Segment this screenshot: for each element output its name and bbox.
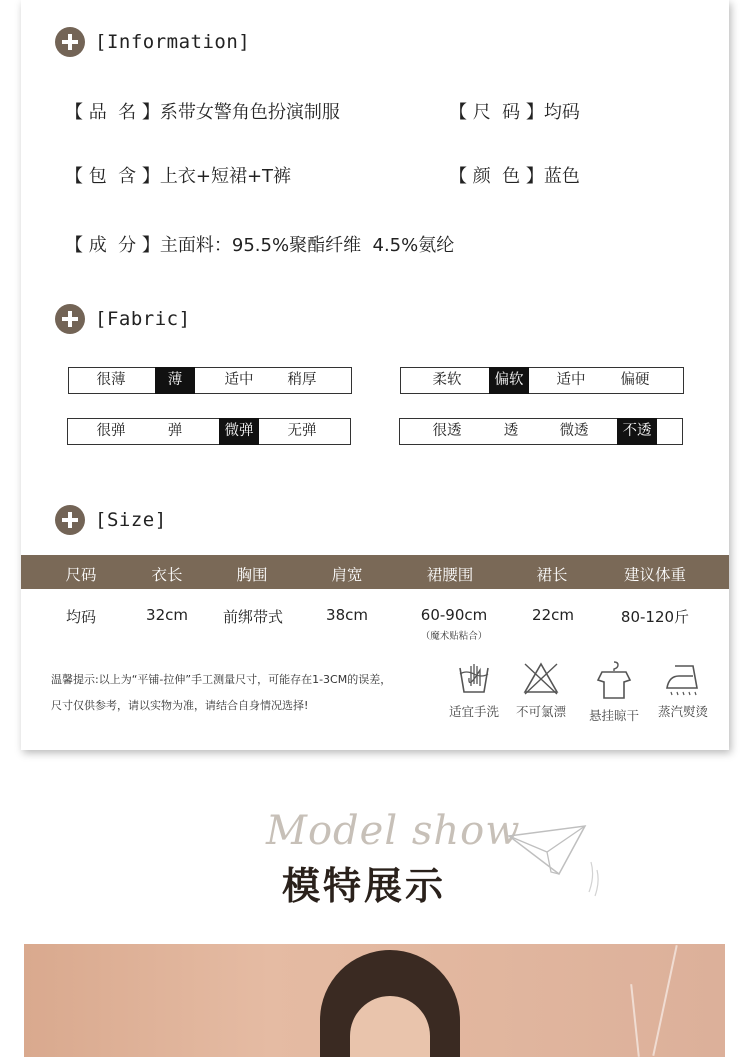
fabric-softness-scale bbox=[400, 367, 684, 394]
info-size: 【 尺 码 】均码 bbox=[449, 102, 580, 123]
plus-icon bbox=[55, 505, 85, 535]
no-bleach-icon bbox=[521, 660, 561, 696]
fabric-option: 适中 bbox=[556, 372, 586, 388]
fabric-option: 偏硬 bbox=[620, 372, 650, 388]
size-col-header: 裙腰围 bbox=[426, 566, 474, 584]
sparkle-strand bbox=[630, 984, 640, 1057]
size-col-header: 衣长 bbox=[151, 566, 183, 584]
size-title: [Size] bbox=[95, 509, 167, 531]
fabric-option: 无弹 bbox=[287, 423, 317, 439]
size-tip-line1: 温馨提示:以上为“平铺-拉伸”手工测量尺寸，可能存在1-3CM的误差， bbox=[51, 673, 392, 686]
info-color: 【 颜 色 】蓝色 bbox=[449, 166, 580, 187]
size-tip-line2: 尺寸仅供参考，请以实物为准，请结合自身情况选择! bbox=[51, 699, 309, 712]
care-hang-dry bbox=[581, 660, 647, 724]
fabric-option: 偏软 bbox=[489, 367, 529, 394]
hand-wash-icon bbox=[456, 660, 492, 696]
product-info-card bbox=[21, 0, 729, 750]
fabric-elasticity-scale bbox=[67, 418, 351, 445]
steam-iron-icon bbox=[663, 660, 703, 696]
fabric-option: 弹 bbox=[167, 423, 183, 439]
fabric-option: 柔软 bbox=[432, 372, 462, 388]
size-cell: 22cm bbox=[532, 606, 574, 624]
size-col-header: 裙长 bbox=[536, 566, 568, 584]
hang-dry-icon bbox=[596, 660, 632, 700]
size-cell: 38cm bbox=[326, 606, 368, 624]
fabric-option: 不透 bbox=[617, 418, 657, 445]
fabric-option: 很弹 bbox=[96, 423, 126, 439]
model-show-title-cn: 模特展示 bbox=[282, 864, 447, 908]
care-label: 适宜手洗 bbox=[448, 704, 499, 719]
fabric-option: 稍厚 bbox=[287, 372, 317, 388]
size-col-header: 尺码 bbox=[65, 566, 97, 584]
care-steam-iron bbox=[650, 660, 716, 720]
fabric-option: 适中 bbox=[224, 372, 254, 388]
size-cell: 60-90cm bbox=[420, 606, 488, 624]
waist-note: （魔术贴粘合） bbox=[420, 631, 488, 642]
fabric-option: 透 bbox=[503, 423, 519, 439]
size-header bbox=[55, 505, 167, 535]
plus-icon bbox=[55, 304, 85, 334]
model-show-title-en: Model show bbox=[266, 808, 521, 854]
info-includes: 【 包 含 】上衣+短裙+T裤 bbox=[65, 166, 292, 187]
size-cell: 前绑带式 bbox=[222, 608, 284, 626]
size-table-header bbox=[21, 555, 729, 589]
size-col-header: 肩宽 bbox=[331, 566, 363, 584]
info-material: 【 成 分 】主面料：95.5%聚酯纤维 4.5%氨纶 bbox=[65, 235, 455, 256]
care-hand-wash bbox=[441, 660, 507, 720]
size-cell: 80-120斤 bbox=[620, 608, 690, 626]
fabric-option: 很透 bbox=[432, 423, 462, 439]
size-cell: 均码 bbox=[65, 608, 97, 626]
sparkle-strand bbox=[652, 945, 677, 1056]
size-col-header: 建议体重 bbox=[623, 566, 687, 584]
care-no-bleach bbox=[508, 660, 574, 720]
care-label: 蒸汽熨烫 bbox=[657, 704, 708, 719]
information-header bbox=[55, 27, 250, 57]
size-col-header: 胸围 bbox=[236, 566, 268, 584]
fabric-header bbox=[55, 304, 191, 334]
size-cell: 32cm bbox=[146, 606, 188, 624]
plus-icon bbox=[55, 27, 85, 57]
fabric-option: 微透 bbox=[559, 423, 589, 439]
fabric-title: [Fabric] bbox=[95, 308, 191, 330]
model-photo bbox=[24, 944, 725, 1057]
care-label: 悬挂晾干 bbox=[588, 708, 639, 723]
fabric-option: 薄 bbox=[155, 367, 195, 394]
info-name: 【 品 名 】系带女警角色扮演制服 bbox=[65, 102, 340, 123]
fabric-thickness-scale bbox=[68, 367, 352, 394]
paper-plane-icon bbox=[507, 822, 603, 902]
fabric-option: 微弹 bbox=[219, 418, 259, 445]
fabric-transparency-scale bbox=[399, 418, 683, 445]
care-label: 不可氯漂 bbox=[515, 704, 566, 719]
information-title: [Information] bbox=[95, 31, 251, 53]
fabric-option: 很薄 bbox=[96, 372, 126, 388]
